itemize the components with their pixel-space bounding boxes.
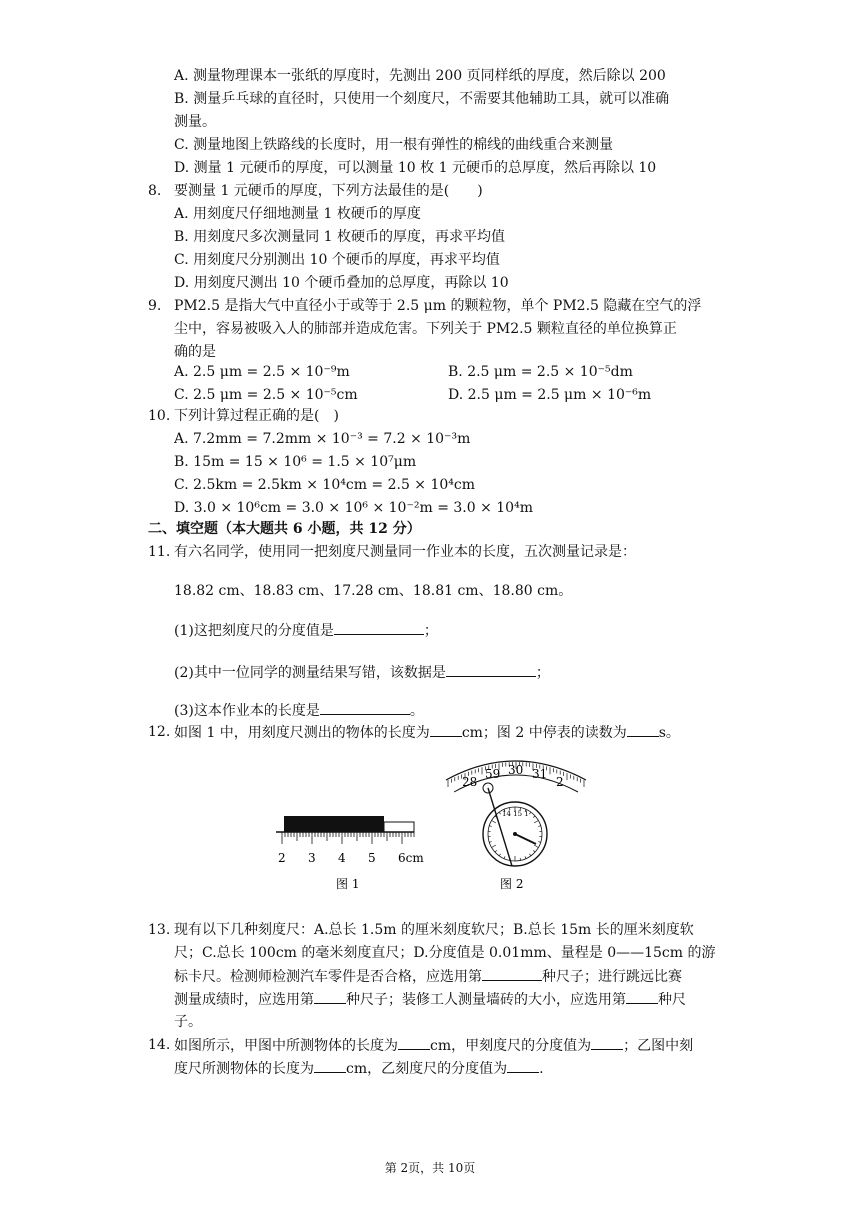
q7-option-c: C. 测量地图上铁路线的长度时，用一根有弹性的棉线的曲线重合来测量 [174,137,614,153]
q13-line5: 子。 [174,1014,202,1030]
q10-option-b: B. 15m = 15 × 10⁶ = 1.5 × 10⁷μm [174,454,417,470]
q14-line2 [174,1058,544,1079]
dial-label-30: 30 [508,763,524,777]
q14-line1-text-b: cm，甲刻度尺的分度值为 [430,1038,592,1054]
q11-part2-end: ； [535,665,550,681]
q13-line4-mid: 种尺子；装修工人测量墙砖的大小，应选用第 [346,992,626,1008]
dial-label-2: 2 [556,775,564,789]
figure-1-caption: 图 1 [336,877,360,891]
page-footer: 第 2页，共 10页 [384,1161,476,1175]
q10-number: 10. [148,408,171,424]
q9-option-a: A. 2.5 μm = 2.5 × 10⁻⁹m [174,364,350,380]
small-dial-tick [538,842,540,843]
q8-number: 8. [148,183,162,199]
q10-option-c: C. 2.5km = 2.5km × 10⁴cm = 2.5 × 10⁴cm [174,477,476,493]
small-dial-tick [495,850,497,852]
q9-option-b: B. 2.5 μm = 2.5 × 10⁻⁵dm [448,364,633,380]
q9-stem-line2: 尘中，容易被吸入人的肺部并造成危害。下列关于 PM2.5 颗粒直径的单位换算正 [174,321,677,337]
q9-stem-line1: PM2.5 是指大气中直径小于或等于 2.5 μm 的颗粒物，单个 PM2.5 隐藏在空气的浮 [174,298,702,314]
q11-part1-end: ； [423,623,438,639]
q14-blank-4[interactable] [507,1058,539,1073]
q7-option-b: B. 测量乒乓球的直径时，只使用一个刻度尺，不需要其他辅助工具，就可以准确 [174,91,670,107]
q8-stem: 要测量 1 元硬币的厚度，下列方法最佳的是( ) [174,183,483,199]
q10-option-a: A. 7.2mm = 7.2mm × 10⁻³ = 7.2 × 10⁻³m [174,431,471,447]
small-dial-tick [538,826,540,827]
q11-part1 [174,620,438,641]
q14-line2-text-b: cm，乙刻度尺的分度值为 [346,1061,508,1077]
q13-line4-end: 种尺 [658,992,686,1008]
q12-stem [174,722,680,743]
q12-blank-length[interactable] [430,722,462,737]
q8-option-a: A. 用刻度尺仔细地测量 1 枚硬币的厚度 [174,206,421,222]
q11-records: 18.82 cm、18.83 cm、17.28 cm、18.81 cm、18.80 cm。 [174,583,573,599]
ruler-end-block [384,822,414,832]
small-dial-tick [525,856,526,858]
q14-line1-text-a: 如图所示，甲图中所测物体的长度为 [174,1038,398,1054]
q14-blank-2[interactable] [591,1035,623,1050]
q14-blank-1[interactable] [398,1035,430,1050]
ruler-label-4: 4 [338,851,346,865]
q13-line3-text: 标卡尺。检测师检测汽车零件是否合格，应选用第 [174,969,482,985]
ruler-ticks [282,832,414,844]
q7-option-d: D. 测量 1 元硬币的厚度，可以测量 10 枚 1 元硬币的总厚度，然后再除以 10 [174,160,657,176]
q9-number: 9. [148,298,162,314]
q13-blank-2[interactable] [314,989,346,1004]
ruler-label-5: 5 [368,851,376,865]
q12-blank-time[interactable] [627,722,659,737]
small-dial-tick [492,845,496,848]
q11-part2 [174,662,550,683]
q8-option-c: C. 用刻度尺分别测出 10 个硬币的厚度，再求平均值 [174,252,500,268]
small-dial-tick [489,826,491,827]
q14-blank-3[interactable] [314,1058,346,1073]
q12-number: 12. [148,724,171,740]
ruler-label-2: 2 [278,851,286,865]
q9-option-d: D. 2.5 μm = 2.5 μm × 10⁻⁶m [448,387,652,403]
small-dial-tick [489,842,491,843]
q10-option-d: D. 3.0 × 10⁶cm = 3.0 × 10⁶ × 10⁻²m = 3.0 × 10⁴m [174,500,533,516]
q14-line1-text-c: ；乙图中刻 [623,1038,694,1054]
q11-number: 11. [148,544,171,560]
q10-stem: 下列计算过程正确的是( ) [174,408,339,424]
q12-text-1: 如图 1 中，用刻度尺测出的物体的长度为 [174,725,430,741]
figure-2-caption: 图 2 [500,877,524,891]
q13-line3 [174,966,682,987]
measured-object-bar [284,816,384,832]
small-dial-tick [499,812,500,814]
small-dial-tick [534,845,538,848]
small-dial-tick [533,850,535,852]
section-2-heading: 二、填空题（本大题共 6 小题，共 12 分） [148,521,421,537]
q7-option-a: A. 测量物理课本一张纸的厚度时，先测出 200 页同样纸的厚度，然后除以 200 [174,68,666,84]
q14-number: 14. [148,1037,171,1053]
q8-option-d: D. 用刻度尺测出 10 个硬币叠加的总厚度，再除以 10 [174,275,509,291]
small-dial-top-label: 14 15 1 [502,810,529,818]
q11-stem: 有六名同学，使用同一把刻度尺测量同一作业本的长度，五次测量记录是： [174,544,636,560]
q7-option-b-cont: 测量。 [174,114,216,130]
q8-option-b: B. 用刻度尺多次测量同 1 枚硬币的厚度，再求平均值 [174,229,505,245]
q12-text-2: cm；图 2 中停表的读数为 [461,725,627,741]
figure-2-stopwatch [440,750,590,900]
q14-line2-text-a: 度尺所测物体的长度为 [174,1061,314,1077]
ruler-label-3: 3 [308,851,316,865]
dial-label-59: 59 [485,767,501,781]
q11-part1-blank[interactable] [334,620,424,635]
q11-part1-text: (1)这把刻度尺的分度值是 [174,623,334,639]
q11-part2-text: (2)其中一位同学的测量结果写错，该数据是 [174,665,446,681]
q12-text-3: s。 [658,725,680,741]
q13-line1: 现有以下几种刻度尺：A.总长 1.5m 的厘米刻度软尺；B.总长 15m 长的厘米刻度软 [174,922,694,938]
q13-blank-1[interactable] [482,966,542,981]
small-dial-tick [499,854,500,856]
q11-part3 [174,700,424,721]
q13-number: 13. [148,922,171,938]
q11-part3-end: 。 [409,703,424,719]
figure-1-ruler [274,810,424,894]
small-dial-center [513,832,517,836]
small-dial-tick [529,854,530,856]
q9-stem-line3: 确的是 [174,344,216,360]
q13-line4 [174,989,686,1010]
q13-line3-end: 种尺子；进行跳远比赛 [542,969,682,985]
q11-part3-text: (3)这本作业本的长度是 [174,703,320,719]
small-dial-tick [520,858,521,860]
small-dial-tick [504,856,505,858]
small-dial-tick [533,816,535,818]
q14-line2-text-c: . [539,1061,544,1077]
q13-line2: 尺；C.总长 100cm 的毫米刻度直尺；D.分度值是 0.01mm、量程是 0——15cm 的游 [174,945,716,961]
q13-blank-3[interactable] [626,989,658,1004]
q9-option-c: C. 2.5 μm = 2.5 × 10⁻⁵cm [174,387,358,403]
small-dial-tick [492,821,496,824]
ruler-label-6cm: 6cm [398,851,424,865]
q11-part3-blank[interactable] [320,700,410,715]
q13-line4-text: 测量成绩时，应选用第 [174,992,314,1008]
small-dial-tick [529,812,530,814]
dial-label-28: 28 [462,775,478,789]
small-dial-tick [534,821,538,824]
dial-label-31: 31 [532,767,548,781]
q14-line1 [174,1035,693,1056]
q11-part2-blank[interactable] [446,662,536,677]
small-dial-hand [515,834,536,844]
